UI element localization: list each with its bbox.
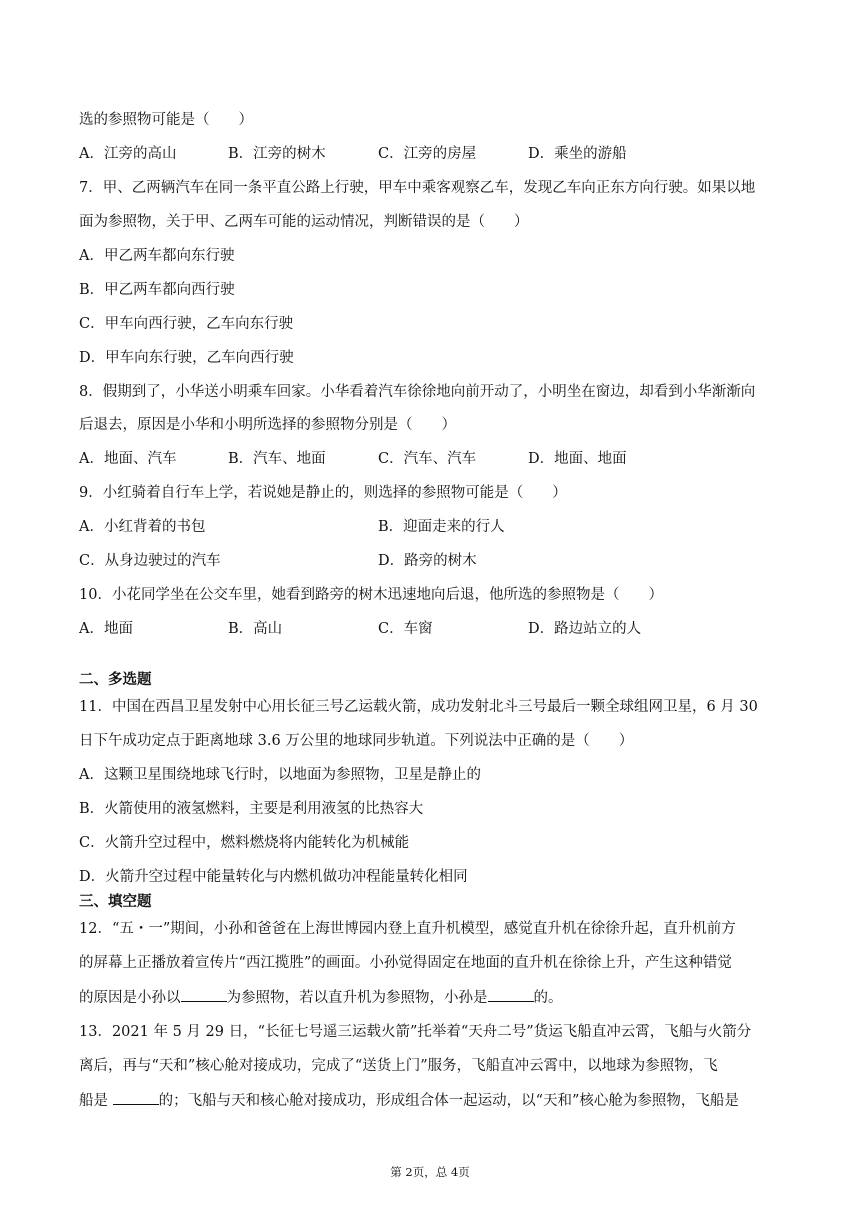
q8-option-c[interactable]: C．汽车、汽车 <box>378 451 477 467</box>
q7-stem-line2: 面为参照物，关于甲、乙两车可能的运动情况，判断错误的是（ ） <box>79 214 529 230</box>
q11-option-a[interactable]: A．这颗卫星围绕地球飞行时，以地面为参照物，卫星是静止的 <box>79 767 481 783</box>
q10-options <box>79 619 799 639</box>
q13-stem-line1: 13．2021 年 5 月 29 日，“长征七号遥三运载火箭”托举着“天舟二号”货运飞船直冲云霄，飞船与火箭分 <box>79 1024 752 1040</box>
q12-text-b: 为参照物，若以直升机为参照物，小孙是 <box>226 990 488 1006</box>
q8-option-b[interactable]: B．汽车、地面 <box>228 451 326 467</box>
q7-option-b[interactable]: B．甲乙两车都向西行驶 <box>79 282 235 298</box>
q12-text-a: 的原因是小孙以 <box>79 990 181 1006</box>
q10-option-a[interactable]: A．地面 <box>79 621 133 637</box>
q8-stem-line2: 后退去，原因是小华和小明所选择的参照物分别是（ ） <box>79 417 456 433</box>
q8-option-d[interactable]: D．地面、地面 <box>528 451 627 467</box>
q9-option-a[interactable]: A．小红背着的书包 <box>79 519 206 535</box>
q10-option-b[interactable]: B．高山 <box>228 621 283 637</box>
q12-blank-1[interactable] <box>181 987 227 1002</box>
q9-options-row1 <box>79 517 799 537</box>
q6-option-c[interactable]: C．江旁的房屋 <box>378 146 477 162</box>
q10-option-c[interactable]: C．车窗 <box>378 621 433 637</box>
q6-option-a[interactable]: A．江旁的高山 <box>79 146 177 162</box>
q13-stem-line3 <box>79 1090 739 1111</box>
q11-stem-line1: 11．中国在西昌卫星发射中心用长征三号乙运载火箭，成功发射北斗三号最后一颗全球组网卫星，6 月 30 <box>79 699 758 715</box>
q12-stem-line3 <box>79 987 563 1008</box>
section-heading-multiple-choice: 二、多选题 <box>79 672 152 688</box>
q9-option-d[interactable]: D．路旁的树木 <box>378 553 477 569</box>
q10-stem-line1: 10．小花同学坐在公交车里，她看到路旁的树木迅速地向后退，他所选的参照物是（ ） <box>79 587 663 603</box>
q11-option-b[interactable]: B．火箭使用的液氢燃料，主要是利用液氢的比热容大 <box>79 801 424 817</box>
q11-option-c[interactable]: C．火箭升空过程中，燃料燃烧将内能转化为机械能 <box>79 835 410 851</box>
q9-option-b[interactable]: B．迎面走来的行人 <box>378 519 505 535</box>
q8-stem-line1: 8．假期到了，小华送小明乘车回家。小华看着汽车徐徐地向前开动了，小明坐在窗边，却看到小华渐渐向 <box>79 384 756 400</box>
q13-blank-1[interactable] <box>113 1090 159 1105</box>
q9-options-row2 <box>79 551 799 571</box>
q11-stem-line2: 日下午成功定点于距离地球 3.6 万公里的地球同步轨道。下列说法中正确的是（ ） <box>79 733 634 749</box>
q12-stem-line2: 的屏幕上正播放着宣传片“西江揽胜”的画面。小孙觉得固定在地面的直升机在徐徐上升，产生这种错觉 <box>79 955 732 971</box>
q6-options <box>79 144 799 164</box>
q7-option-a[interactable]: A．甲乙两车都向东行驶 <box>79 248 235 264</box>
q8-options <box>79 449 799 469</box>
q7-option-d[interactable]: D．甲车向东行驶，乙车向西行驶 <box>79 350 294 366</box>
q13-text-b: 的；飞船与天和核心舱对接成功，形成组合体一起运动，以“天和”核心舱为参照物，飞船是 <box>158 1093 739 1109</box>
q7-option-c[interactable]: C．甲车向西行驶，乙车向东行驶 <box>79 316 294 332</box>
q9-stem-line1: 9．小红骑着自行车上学，若说她是静止的，则选择的参照物可能是（ ） <box>79 485 567 501</box>
section-heading-fill-in: 三、填空题 <box>79 894 152 910</box>
q13-text-a: 船是 <box>79 1093 113 1109</box>
q7-stem-line1: 7．甲、乙两辆汽车在同一条平直公路上行驶，甲车中乘客观察乙车，发现乙车向正东方向行驶。如果以地 <box>79 180 756 196</box>
q9-option-c[interactable]: C．从身边驶过的汽车 <box>79 553 221 569</box>
q6-option-b[interactable]: B．江旁的树木 <box>228 146 326 162</box>
q6-stem-tail: 选的参照物可能是（ ） <box>79 112 253 128</box>
q10-option-d[interactable]: D．路边站立的人 <box>528 621 642 637</box>
q8-option-a[interactable]: A．地面、汽车 <box>79 451 177 467</box>
q11-option-d[interactable]: D．火箭升空过程中能量转化与内燃机做功冲程能量转化相同 <box>79 869 468 885</box>
page-footer: 第 2页，总 4页 <box>390 1165 470 1179</box>
q12-stem-line1: 12．“五・一”期间，小孙和爸爸在上海世博园内登上直升机模型，感觉直升机在徐徐升起，直升机前方 <box>79 921 736 937</box>
q12-text-c: 的。 <box>533 990 563 1006</box>
q12-blank-2[interactable] <box>488 987 534 1002</box>
q6-option-d[interactable]: D．乘坐的游船 <box>528 146 627 162</box>
q13-stem-line2: 离后，再与“天和”核心舱对接成功，完成了“送货上门”服务，飞船直冲云霄中，以地球为参照物，飞 <box>79 1058 718 1074</box>
